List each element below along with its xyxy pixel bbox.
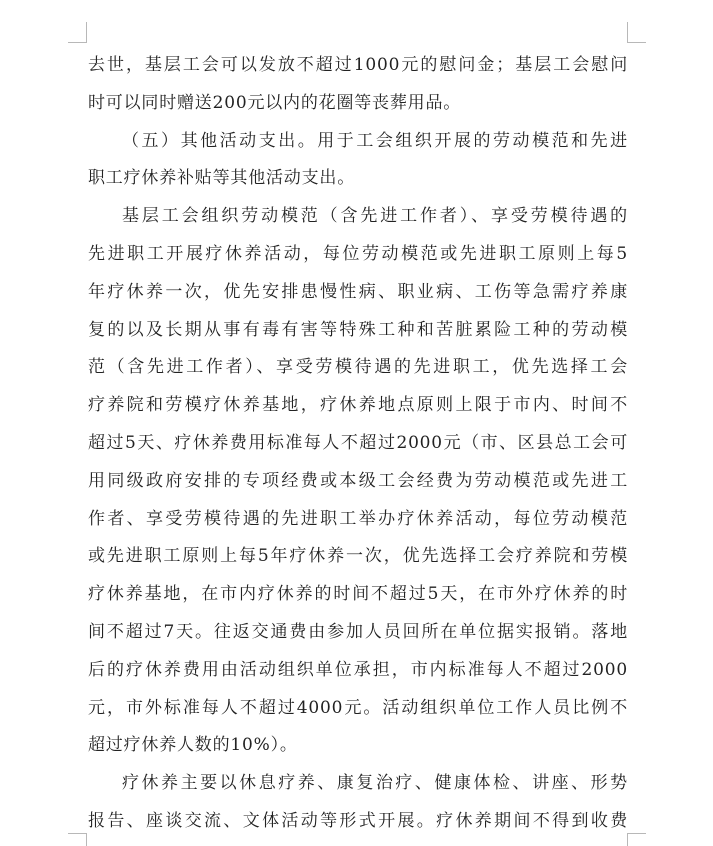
paragraph-first-line: 基层工会组织劳动模范（含先进工作者）、享受劳模待遇的 xyxy=(122,206,628,227)
text-line: 时可以同时赠送200元以内的花圈等丧葬用品。 xyxy=(88,92,462,113)
text-line: 间不超过7天。往返交通费由参加人员回所在单位据实报销。落地 xyxy=(88,621,628,642)
text-line: 疗养院和劳模疗休养基地，疗休养地点原则上限于市内、时间不 xyxy=(88,395,628,416)
text-line: 后的疗休养费用由活动组织单位承担，市内标准每人不超过2000 xyxy=(88,659,628,680)
text-line: 报告、座谈交流、文体活动等形式开展。疗休养期间不得到收费 xyxy=(88,810,628,831)
text-line: 职工疗休养补贴等其他活动支出。 xyxy=(88,168,355,189)
paragraph-first-line: 疗休养主要以休息疗养、康复治疗、健康体检、讲座、形势 xyxy=(122,773,628,794)
text-line: 用同级政府安排的专项经费或本级工会经费为劳动模范或先进工 xyxy=(88,470,628,491)
document-body xyxy=(88,47,628,841)
text-line: 范（含先进工作者）、享受劳模待遇的先进职工，优先选择工会 xyxy=(88,357,628,378)
text-line: 先进职工开展疗休养活动，每位劳动模范或先进职工原则上每5 xyxy=(88,243,628,264)
crop-mark-bottom-left xyxy=(68,833,87,846)
crop-mark-top-right xyxy=(627,22,646,43)
crop-mark-top-left xyxy=(68,22,87,43)
text-line: 去世，基层工会可以发放不超过1000元的慰问金；基层工会慰问 xyxy=(88,55,628,75)
text-line: 超过5天、疗休养费用标准每人不超过2000元（市、区县总工会可 xyxy=(88,432,628,453)
text-line: 或先进职工原则上每5年疗休养一次，优先选择工会疗养院和劳模 xyxy=(88,546,628,567)
text-line: 年疗休养一次，优先安排患慢性病、职业病、工伤等急需疗养康 xyxy=(88,281,628,302)
text-line: 超过疗休养人数的10%）。 xyxy=(88,735,298,756)
text-line: 元，市外标准每人不超过4000元。活动组织单位工作人员比例不 xyxy=(88,697,628,718)
paragraph-heading-line: （五）其他活动支出。用于工会组织开展的劳动模范和先进 xyxy=(122,130,628,151)
text-line: 疗休养基地，在市内疗休养的时间不超过5天，在市外疗休养的时 xyxy=(88,584,628,605)
text-line: 复的以及长期从事有毒有害等特殊工种和苦脏累险工种的劳动模 xyxy=(88,319,628,340)
crop-mark-bottom-right xyxy=(627,833,646,846)
text-line: 作者、享受劳模待遇的先进职工举办疗休养活动，每位劳动模范 xyxy=(88,508,628,529)
